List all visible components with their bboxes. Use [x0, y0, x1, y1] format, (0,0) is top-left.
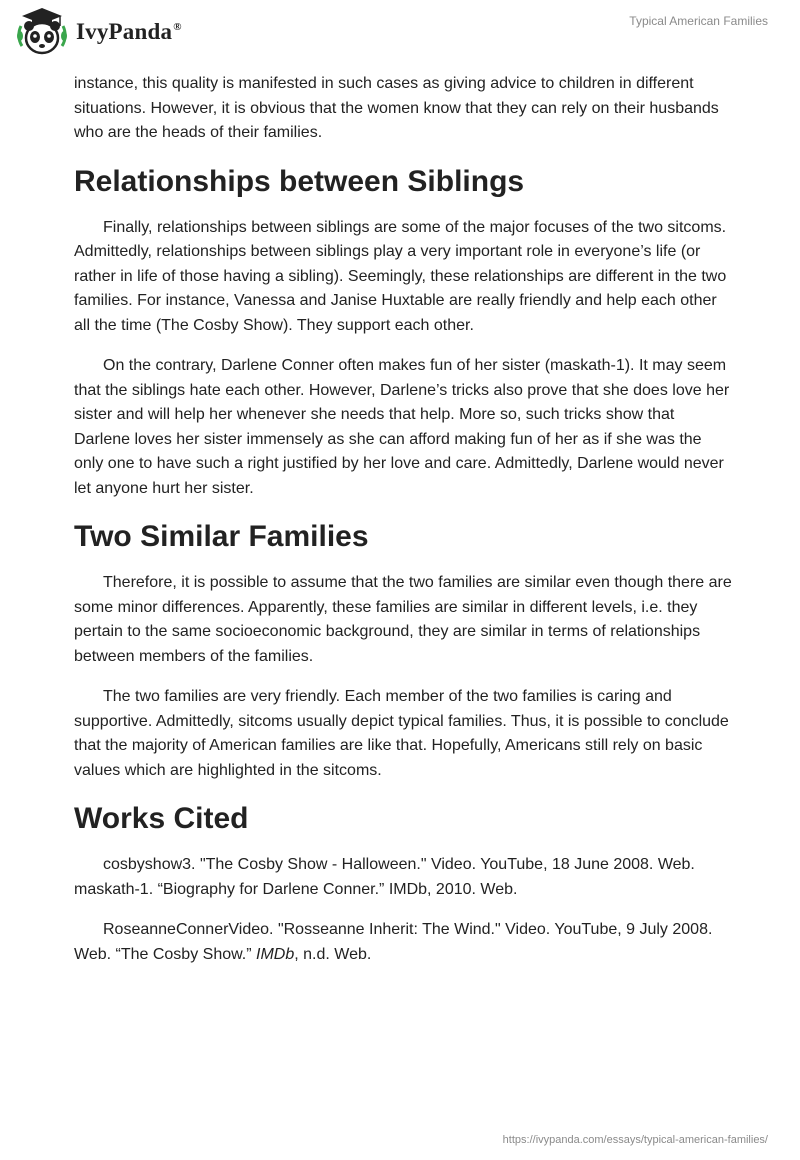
- document-title: Typical American Families: [629, 14, 768, 28]
- citation-entry: RoseanneConnerVideo. "Rosseanne Inherit: The Wind." Video. YouTube, 9 July 2008. Web. “The Cosby Show.” IMDb, n.d. Web.: [74, 921, 713, 963]
- section-heading-siblings: Relationships between Siblings: [74, 164, 525, 198]
- footer-url[interactable]: https://ivypanda.com/essays/typical-american-families/: [502, 1134, 768, 1146]
- section-heading-similar-families: Two Similar Families: [74, 520, 369, 553]
- panda-logo-icon: [14, 6, 70, 58]
- paragraph: The two families are very friendly. Each member of the two families is caring and supportive. Admittedly, sitcoms usually depict typical families. Thus, it is possible to conclude that the majority of American families are like that. Hopefully, Americans still rely on basic values which are highlighted in the sitcoms.: [74, 688, 729, 779]
- citation-entry: cosbyshow3. "The Cosby Show - Halloween." Video. YouTube, 18 June 2008. Web. maskath-1. “Biography for Darlene Conner.” IMDb, 2010. Web.: [74, 856, 695, 898]
- ivypanda-logo[interactable]: [14, 6, 182, 58]
- page-header: [0, 0, 800, 70]
- essay-content: [74, 72, 734, 983]
- paragraph: Finally, relationships between siblings are some of the major focuses of the two sitcoms. Admittedly, relationships between siblings play a very important role in everyone’s life (or rather in life of those having a sibling). Seemingly, these relationships are different in the two families. For instance, Vanessa and Janise Huxtable are really friendly and help each other all the time (The Cosby Show). They support each other.: [74, 218, 727, 334]
- section-heading-works-cited: Works Cited: [74, 802, 249, 835]
- logo-wordmark: IvyPanda®: [76, 19, 182, 44]
- paragraph: On the contrary, Darlene Conner often makes fun of her sister (maskath-1). It may seem that the siblings hate each other. However, Darlene’s tricks also prove that she does love her sister and will help her whenever she needs that help. More so, such tricks show that Darlene loves her sister immensely as she can afford making fun of her as if she was the only one to have such a right justified by her love and care. Admittedly, Darlene would never let anyone hurt her sister.: [74, 357, 730, 497]
- intro-paragraph: instance, this quality is manifested in such cases as giving advice to children in different situations. However, it is obvious that the women know that they can rely on their husbands who are the heads of their families.: [74, 75, 719, 141]
- paragraph: Therefore, it is possible to assume that the two families are similar even though there are some minor differences. Apparently, these families are similar in different levels, i.e. they pertain to the same socioeconomic background, they are similar in terms of relationships between members of the families.: [74, 574, 732, 665]
